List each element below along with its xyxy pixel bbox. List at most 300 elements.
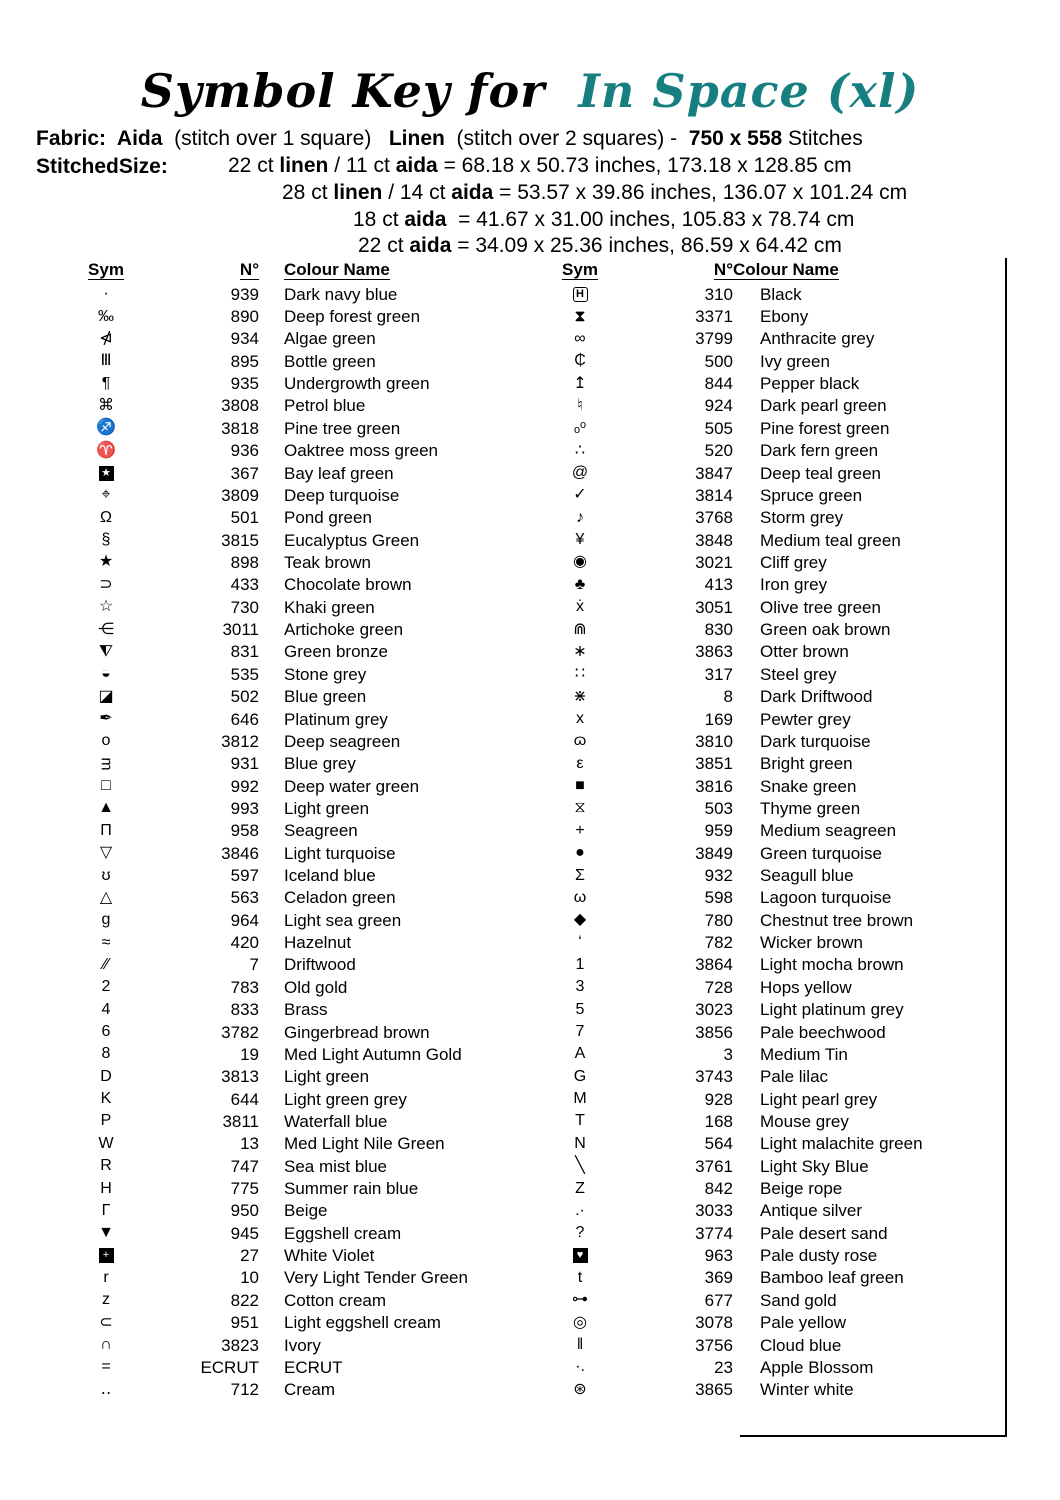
colour-name: Beige rope bbox=[760, 1179, 843, 1199]
key-row bbox=[75, 708, 535, 730]
stitch-symbol: ↥ bbox=[573, 374, 587, 392]
floss-number: 3856 bbox=[695, 1022, 733, 1042]
floss-number: 3021 bbox=[695, 552, 733, 572]
colour-name: Sea mist blue bbox=[284, 1156, 387, 1176]
stitch-symbol: ★ bbox=[98, 553, 114, 571]
colour-name: White Violet bbox=[284, 1246, 375, 1266]
floss-number: 775 bbox=[230, 1179, 259, 1199]
key-row bbox=[75, 305, 535, 327]
key-row bbox=[75, 1133, 535, 1155]
stitch-symbol: ⊶ bbox=[572, 1291, 588, 1309]
floss-number: 3799 bbox=[695, 329, 733, 349]
floss-number: 564 bbox=[704, 1134, 733, 1154]
colour-name: Old gold bbox=[284, 977, 348, 997]
colour-name: Sand gold bbox=[760, 1290, 837, 1310]
key-row bbox=[549, 440, 1009, 462]
key-row bbox=[75, 887, 535, 909]
colour-name: Light green bbox=[284, 1067, 370, 1087]
stitch-symbol: Z bbox=[575, 1179, 585, 1197]
floss-number: 3756 bbox=[695, 1335, 733, 1355]
stitch-symbol: ⌘ bbox=[98, 396, 114, 414]
stitch-symbol: ʻ bbox=[578, 933, 582, 951]
stitch-symbol: ⧖ bbox=[574, 799, 586, 817]
stitch-symbol: Σ bbox=[575, 866, 585, 884]
text-segment: aida bbox=[395, 154, 438, 177]
colour-name: Antique silver bbox=[760, 1201, 863, 1221]
floss-number: 168 bbox=[704, 1111, 733, 1131]
key-row bbox=[75, 529, 535, 551]
stitch-symbol: ∩ bbox=[100, 1336, 112, 1354]
key-row bbox=[75, 1289, 535, 1311]
floss-number: 646 bbox=[230, 709, 259, 729]
stitch-symbol: M bbox=[573, 1090, 587, 1108]
colour-name: Dark fern green bbox=[760, 441, 879, 461]
floss-number: 3033 bbox=[695, 1201, 733, 1221]
key-row bbox=[549, 775, 1009, 797]
colour-name: Chestnut tree brown bbox=[760, 910, 914, 930]
floss-number: 934 bbox=[230, 329, 259, 349]
floss-number: 945 bbox=[230, 1223, 259, 1243]
key-row bbox=[75, 842, 535, 864]
colour-name: Light sea green bbox=[284, 910, 402, 930]
stitch-symbol: ʊ bbox=[101, 866, 111, 884]
table-border-vertical-line bbox=[1005, 258, 1007, 1437]
key-table-header-left bbox=[75, 258, 535, 283]
stitch-symbol: g bbox=[101, 911, 111, 929]
stitched-size-label: StitchedSize: bbox=[36, 155, 168, 178]
stitch-symbol: ⊂ bbox=[99, 1313, 113, 1331]
key-row bbox=[75, 909, 535, 931]
colour-name: Light green bbox=[284, 798, 370, 818]
text-segment: aida bbox=[404, 207, 447, 231]
key-row bbox=[549, 1066, 1009, 1088]
colour-name: Light turquoise bbox=[284, 843, 396, 863]
header-sym: Sym bbox=[562, 259, 598, 279]
colour-name: Deep teal green bbox=[760, 463, 881, 483]
key-row bbox=[549, 574, 1009, 596]
stitch-symbol: ω bbox=[573, 888, 587, 906]
colour-name: Artichoke green bbox=[284, 620, 404, 640]
colour-name: Light pearl grey bbox=[760, 1089, 878, 1109]
header-number: N° bbox=[239, 259, 259, 279]
key-row bbox=[75, 954, 535, 976]
stitch-symbol: ε bbox=[576, 754, 584, 772]
key-row bbox=[549, 283, 1009, 305]
colour-name: Celadon green bbox=[284, 888, 396, 908]
colour-name: Pale yellow bbox=[760, 1313, 846, 1333]
key-row bbox=[549, 820, 1009, 842]
colour-name: Undergrowth green bbox=[284, 374, 430, 394]
pattern-name: In Space (xl) bbox=[578, 64, 920, 118]
stitch-symbol: 6 bbox=[101, 1023, 111, 1041]
stitch-symbol: ⊛ bbox=[573, 1380, 587, 1398]
colour-name: Green bronze bbox=[284, 642, 388, 662]
key-row bbox=[549, 864, 1009, 886]
stitch-symbol: ✒ bbox=[99, 710, 113, 727]
stitch-symbol: ‖ bbox=[576, 1336, 584, 1354]
colour-name: Pale beechwood bbox=[760, 1022, 886, 1042]
colour-name: Med Light Nile Green bbox=[284, 1134, 445, 1154]
key-row bbox=[549, 1312, 1009, 1334]
key-row bbox=[75, 618, 535, 640]
colour-name: Eggshell cream bbox=[284, 1223, 402, 1243]
key-row bbox=[549, 1133, 1009, 1155]
floss-number: 3816 bbox=[695, 776, 733, 796]
floss-number: 505 bbox=[704, 418, 733, 438]
stitch-symbol: ᴟ bbox=[101, 754, 111, 772]
stitch-symbol: ⋪ bbox=[99, 329, 113, 347]
stitch-symbol: · bbox=[103, 285, 109, 303]
key-row bbox=[75, 1334, 535, 1356]
colour-name: Hops yellow bbox=[760, 977, 852, 997]
stitch-symbol: ★ bbox=[99, 466, 114, 481]
colour-name: Pine tree green bbox=[284, 418, 401, 438]
text-segment: aida bbox=[409, 234, 452, 258]
key-row bbox=[549, 1334, 1009, 1356]
stitch-symbol: ■ bbox=[575, 777, 585, 795]
floss-number: 833 bbox=[230, 1000, 259, 1020]
stitch-symbol: D bbox=[100, 1067, 112, 1085]
colour-name: Black bbox=[760, 284, 802, 304]
stitch-symbol: x bbox=[576, 710, 584, 727]
key-row bbox=[75, 999, 535, 1021]
floss-number: 3774 bbox=[695, 1223, 733, 1243]
floss-number: 7 bbox=[249, 955, 259, 975]
key-row bbox=[549, 1200, 1009, 1222]
key-row bbox=[75, 574, 535, 596]
floss-number: 502 bbox=[230, 687, 259, 707]
colour-name: Petrol blue bbox=[284, 396, 366, 416]
colour-name: ECRUT bbox=[284, 1357, 343, 1377]
colour-name: Stone grey bbox=[284, 664, 367, 684]
colour-name: Ivy green bbox=[760, 351, 830, 371]
colour-name: Algae green bbox=[284, 329, 376, 349]
key-row bbox=[75, 440, 535, 462]
key-row bbox=[549, 328, 1009, 350]
key-row bbox=[549, 1379, 1009, 1401]
stitch-symbol: ≈ bbox=[101, 933, 111, 951]
key-row bbox=[549, 484, 1009, 506]
key-rows-right bbox=[549, 283, 1009, 1401]
key-row bbox=[75, 931, 535, 953]
text-segment: Linen bbox=[388, 127, 445, 150]
stitch-symbol: □ bbox=[101, 777, 111, 795]
colour-name: Light eggshell cream bbox=[284, 1313, 441, 1333]
stitch-symbol: Γ bbox=[101, 1201, 111, 1219]
colour-name: Med Light Autumn Gold bbox=[284, 1044, 462, 1064]
stitch-symbol: ◎ bbox=[573, 1313, 587, 1331]
floss-number: 3849 bbox=[695, 843, 733, 863]
floss-number: 3023 bbox=[695, 1000, 733, 1020]
key-row bbox=[549, 529, 1009, 551]
stitch-symbol: ✓ bbox=[573, 486, 587, 504]
key-row bbox=[75, 775, 535, 797]
colour-name: Bamboo leaf green bbox=[760, 1268, 904, 1288]
stitch-symbol: ₵ bbox=[574, 352, 586, 370]
colour-name: Iceland blue bbox=[284, 866, 376, 886]
key-row bbox=[549, 372, 1009, 394]
text-segment: (stitch over 1 square) bbox=[162, 127, 389, 150]
stitch-symbol: ∕∕ bbox=[103, 955, 109, 973]
floss-number: 369 bbox=[704, 1268, 733, 1288]
stitch-symbol: ♐ bbox=[96, 419, 116, 437]
colour-name: Apple Blossom bbox=[760, 1357, 874, 1377]
stitch-symbol: ▼ bbox=[98, 1224, 114, 1242]
key-row bbox=[75, 976, 535, 998]
stitched-size-line bbox=[353, 207, 1060, 234]
floss-number: 535 bbox=[230, 664, 259, 684]
colour-name: Dark turquoise bbox=[760, 731, 871, 751]
stitch-symbol: ⋲ bbox=[98, 620, 114, 638]
key-row bbox=[75, 1200, 535, 1222]
floss-number: 951 bbox=[230, 1313, 259, 1333]
floss-number: 13 bbox=[240, 1134, 259, 1154]
colour-name: Dark navy blue bbox=[284, 284, 398, 304]
stitch-symbol: ▽ bbox=[99, 844, 113, 862]
key-row bbox=[549, 931, 1009, 953]
stitch-symbol: = bbox=[101, 1358, 111, 1376]
key-row bbox=[75, 1066, 535, 1088]
floss-number: 747 bbox=[230, 1156, 259, 1176]
stitch-symbol: o bbox=[101, 732, 111, 750]
floss-number: 3823 bbox=[221, 1335, 259, 1355]
colour-name: Blue green bbox=[284, 687, 367, 707]
colour-name: Otter brown bbox=[760, 642, 849, 662]
key-row bbox=[549, 976, 1009, 998]
floss-number: 3846 bbox=[221, 843, 259, 863]
text-segment: = 68.18 x 50.73 inches, 173.18 x 128.85 cm bbox=[437, 154, 852, 177]
colour-name: Deep turquoise bbox=[284, 485, 400, 505]
floss-number: 3847 bbox=[695, 463, 733, 483]
floss-number: 3808 bbox=[221, 396, 259, 416]
key-column-right bbox=[549, 258, 1009, 1401]
text-segment: linen bbox=[333, 180, 383, 204]
stitch-symbol: N bbox=[574, 1134, 586, 1152]
stitch-symbol: ‥ bbox=[100, 1380, 112, 1398]
key-row bbox=[549, 641, 1009, 663]
key-rows-left bbox=[75, 283, 535, 1401]
floss-number: 3051 bbox=[695, 597, 733, 617]
key-row bbox=[75, 417, 535, 439]
floss-number: 3011 bbox=[222, 620, 259, 640]
floss-number: 931 bbox=[230, 754, 259, 774]
stitched-size-line bbox=[358, 233, 1060, 260]
key-row bbox=[549, 395, 1009, 417]
floss-number: 420 bbox=[230, 933, 259, 953]
colour-name: Green oak brown bbox=[760, 620, 891, 640]
colour-name: Very Light Tender Green bbox=[284, 1268, 468, 1288]
key-row bbox=[549, 887, 1009, 909]
floss-number: 992 bbox=[230, 776, 259, 796]
floss-number: 939 bbox=[230, 284, 259, 304]
key-row bbox=[549, 1110, 1009, 1132]
floss-number: 3851 bbox=[695, 754, 733, 774]
floss-number: 932 bbox=[704, 866, 733, 886]
floss-number: 3371 bbox=[695, 307, 733, 327]
text-segment: (stitch over 2 squares) - bbox=[444, 127, 689, 150]
key-row bbox=[75, 1379, 535, 1401]
key-row bbox=[75, 663, 535, 685]
key-row bbox=[549, 730, 1009, 752]
colour-name: Light malachite green bbox=[760, 1134, 923, 1154]
key-row bbox=[75, 1021, 535, 1043]
floss-number: 3768 bbox=[695, 508, 733, 528]
floss-number: 959 bbox=[704, 821, 733, 841]
stitch-symbol: ? bbox=[575, 1224, 585, 1242]
colour-name: Thyme green bbox=[760, 798, 861, 818]
colour-name: Wicker brown bbox=[760, 933, 863, 953]
floss-number: 500 bbox=[704, 351, 733, 371]
colour-name: Light Sky Blue bbox=[760, 1156, 869, 1176]
floss-number: 503 bbox=[704, 798, 733, 818]
key-column-left bbox=[75, 258, 535, 1401]
floss-number: 8 bbox=[723, 687, 733, 707]
text-segment: 750 x 558 bbox=[688, 127, 783, 150]
stitch-symbol: ◆ bbox=[573, 911, 587, 929]
key-row bbox=[75, 1244, 535, 1266]
text-segment: linen bbox=[279, 154, 329, 177]
text-segment: = 53.57 x 39.86 inches, 136.07 x 101.24 cm bbox=[493, 180, 908, 204]
floss-number: 935 bbox=[230, 374, 259, 394]
key-row bbox=[75, 1088, 535, 1110]
floss-number: 928 bbox=[704, 1089, 733, 1109]
colour-name: Light green grey bbox=[284, 1089, 407, 1109]
colour-name: Teak brown bbox=[284, 552, 371, 572]
key-row bbox=[549, 1021, 1009, 1043]
floss-number: 964 bbox=[230, 910, 259, 930]
stitch-symbol: A bbox=[574, 1045, 586, 1063]
colour-name: Platinum grey bbox=[284, 709, 388, 729]
floss-number: 3864 bbox=[695, 955, 733, 975]
colour-name: Driftwood bbox=[284, 955, 356, 975]
key-row bbox=[549, 1267, 1009, 1289]
colour-name: Medium seagreen bbox=[760, 821, 897, 841]
floss-number: 3078 bbox=[695, 1313, 733, 1333]
key-row bbox=[75, 753, 535, 775]
key-row bbox=[549, 954, 1009, 976]
stitch-symbol: ɷ bbox=[573, 732, 587, 750]
floss-number: 822 bbox=[230, 1290, 259, 1310]
stitch-symbol: 2 bbox=[101, 978, 111, 996]
colour-name: Pine forest green bbox=[760, 418, 890, 438]
colour-name: Pond green bbox=[284, 508, 372, 528]
stitch-symbol: ◪ bbox=[98, 687, 114, 705]
key-row bbox=[75, 730, 535, 752]
floss-number: 950 bbox=[230, 1201, 259, 1221]
floss-number: 3810 bbox=[695, 731, 733, 751]
floss-number: 3811 bbox=[222, 1111, 259, 1131]
stitched-size-line bbox=[282, 180, 1060, 207]
stitch-symbol: W bbox=[98, 1134, 114, 1152]
floss-number: 19 bbox=[240, 1044, 259, 1064]
key-row bbox=[549, 1088, 1009, 1110]
key-row bbox=[75, 1155, 535, 1177]
stitch-symbol: ⋒ bbox=[573, 620, 587, 638]
key-row bbox=[75, 1177, 535, 1199]
colour-name: Eucalyptus Green bbox=[284, 530, 420, 550]
floss-number: 728 bbox=[704, 977, 733, 997]
stitch-symbol: ╲ bbox=[575, 1157, 585, 1175]
header-sym: Sym bbox=[88, 259, 124, 279]
key-row bbox=[549, 1244, 1009, 1266]
stitch-symbol: H bbox=[573, 287, 588, 302]
stitch-symbol: ¶ bbox=[101, 374, 111, 392]
stitch-symbol: ● bbox=[575, 844, 585, 862]
key-row bbox=[75, 596, 535, 618]
floss-number: 898 bbox=[230, 552, 259, 572]
header-colour-name: Colour Name bbox=[284, 259, 390, 279]
colour-name: Medium teal green bbox=[760, 530, 901, 550]
text-segment: / 11 ct bbox=[328, 154, 396, 177]
stitch-symbol: △ bbox=[99, 888, 113, 906]
floss-number: 3 bbox=[723, 1044, 733, 1064]
colour-name: Cliff grey bbox=[760, 552, 827, 572]
colour-name: Deep seagreen bbox=[284, 731, 401, 751]
colour-name: Summer rain blue bbox=[284, 1179, 419, 1199]
key-row bbox=[549, 305, 1009, 327]
key-row bbox=[75, 1356, 535, 1378]
key-row bbox=[75, 1222, 535, 1244]
colour-name: Ivory bbox=[284, 1335, 321, 1355]
stitch-symbol: ♈ bbox=[96, 441, 116, 459]
text-segment: / 14 ct bbox=[382, 180, 452, 204]
colour-name: Pale desert sand bbox=[760, 1223, 888, 1243]
floss-number: 895 bbox=[230, 351, 259, 371]
floss-number: 3863 bbox=[695, 642, 733, 662]
colour-name: Ebony bbox=[760, 307, 809, 327]
stitch-symbol: ♪ bbox=[576, 508, 584, 526]
key-row bbox=[549, 797, 1009, 819]
stitch-symbol: ◉ bbox=[573, 553, 587, 571]
stitch-symbol: ∷ bbox=[574, 665, 586, 683]
title-prefix: Symbol Key for bbox=[140, 64, 546, 118]
stitch-symbol: Ω bbox=[100, 508, 112, 526]
stitch-symbol: G bbox=[573, 1067, 587, 1085]
floss-number: 10 bbox=[240, 1268, 259, 1288]
key-row bbox=[549, 999, 1009, 1021]
key-row bbox=[75, 685, 535, 707]
key-row bbox=[549, 909, 1009, 931]
key-row bbox=[75, 1267, 535, 1289]
text-segment: = 41.67 x 31.00 inches, 105.83 x 78.74 cm bbox=[446, 207, 855, 231]
key-row bbox=[549, 1222, 1009, 1244]
colour-name: Pewter grey bbox=[760, 709, 851, 729]
key-row bbox=[549, 753, 1009, 775]
stitch-symbol: P bbox=[100, 1112, 112, 1130]
colour-name: Anthracite grey bbox=[760, 329, 875, 349]
page-title bbox=[0, 64, 1060, 118]
stitch-symbol: H bbox=[100, 1179, 112, 1197]
colour-name: Dark Driftwood bbox=[760, 687, 873, 707]
colour-name: Pale dusty rose bbox=[760, 1246, 878, 1266]
key-table-header-right bbox=[549, 258, 1009, 283]
key-row bbox=[75, 395, 535, 417]
floss-number: 936 bbox=[230, 441, 259, 461]
colour-name: Bottle green bbox=[284, 351, 376, 371]
text-segment: 18 ct bbox=[353, 207, 405, 231]
colour-name: Deep water green bbox=[284, 776, 420, 796]
stitch-symbol: .· bbox=[575, 1201, 585, 1219]
stitched-size-line bbox=[228, 153, 1060, 180]
floss-number: 3848 bbox=[695, 530, 733, 550]
floss-number: 780 bbox=[704, 910, 733, 930]
floss-number: 3865 bbox=[695, 1380, 733, 1400]
floss-number: 3761 bbox=[695, 1156, 733, 1176]
key-row bbox=[549, 1177, 1009, 1199]
text-segment: aida bbox=[451, 180, 494, 204]
colour-name: Pale lilac bbox=[760, 1067, 829, 1087]
colour-name: Cream bbox=[284, 1380, 336, 1400]
